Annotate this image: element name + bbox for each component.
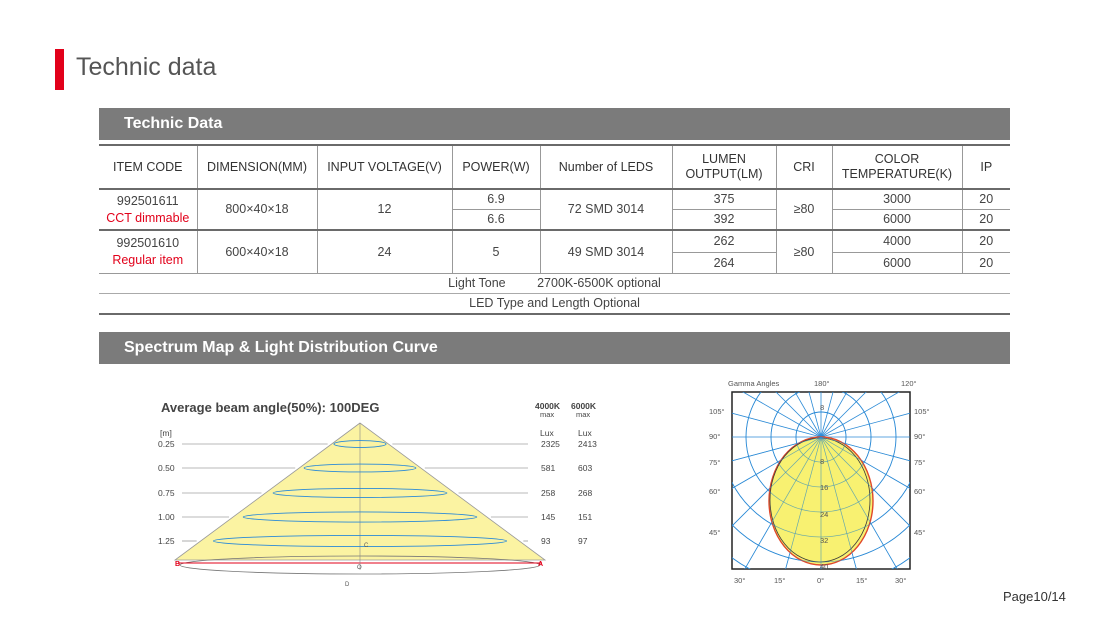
- item-code-cell: 992501610 Regular item: [99, 230, 197, 274]
- power-cell: 6.9: [452, 189, 540, 210]
- cct-cell: 4000: [832, 230, 962, 253]
- product-note: CCT dimmable: [106, 210, 190, 225]
- lux-4000k-value: 93: [541, 536, 551, 546]
- cri-cell: ≥80: [776, 230, 832, 274]
- angle-180-label: 180°: [814, 379, 830, 388]
- header-input-voltage: INPUT VOLTAGE(V): [317, 145, 452, 189]
- side-angle-label-left: 90°: [709, 432, 721, 441]
- side-angle-label-right: 105°: [914, 407, 930, 416]
- lux-6000k-value: 603: [578, 463, 593, 473]
- col-unit-4000k: Lux: [540, 428, 554, 438]
- led-type-row: [99, 294, 1010, 315]
- leds-cell: 72 SMD 3014: [540, 189, 672, 230]
- ip-cell: 20: [962, 189, 1010, 210]
- lux-6000k-value: 268: [578, 488, 593, 498]
- ip-cell: 20: [962, 253, 1010, 274]
- voltage-cell: 24: [317, 230, 452, 274]
- point-a-label: A: [538, 561, 544, 568]
- lumen-cell: 264: [672, 253, 776, 274]
- product-note: Regular item: [112, 253, 184, 267]
- radial-scale-label: 8: [820, 403, 825, 412]
- light-distribution-polar-diagram: [690, 375, 950, 590]
- col-unit-6000k: Lux: [578, 428, 592, 438]
- point-d-label: D: [345, 582, 350, 588]
- distance-label: 0.50: [158, 463, 175, 473]
- side-angle-label-right: 45°: [914, 528, 926, 537]
- light-tone-label: Light Tone: [448, 276, 506, 290]
- beam-angle-title: Average beam angle(50%): 100DEG: [161, 400, 380, 415]
- header-cri: CRI: [776, 145, 832, 189]
- power-cell: 5: [452, 230, 540, 274]
- bottom-angle-label: 30°: [895, 576, 907, 585]
- side-angle-label-left: 45°: [709, 528, 721, 537]
- table-header-row: [99, 145, 1010, 189]
- lux-4000k-value: 258: [541, 488, 556, 498]
- unit-label: [m]: [160, 428, 172, 438]
- distance-label: 1.25: [158, 536, 175, 546]
- bottom-angle-label: 15°: [774, 576, 786, 585]
- point-o-label: O: [357, 565, 362, 571]
- lux-6000k-value: 2413: [578, 439, 597, 449]
- radial-scale-label: 16: [820, 483, 829, 492]
- lux-4000k-value: 2325: [541, 439, 560, 449]
- header-power: POWER(W): [452, 145, 540, 189]
- distance-label: 1.00: [158, 512, 175, 522]
- header-color-temp: COLOR TEMPERATURE(K): [832, 145, 962, 189]
- dimension-cell: 600×40×18: [197, 230, 317, 274]
- col-header-4000k: 4000K: [535, 401, 561, 411]
- voltage-cell: 12: [317, 189, 452, 230]
- radial-scale-label: 8: [820, 457, 825, 466]
- header-item-code: ITEM CODE: [99, 145, 197, 189]
- side-angle-label-left: 75°: [709, 458, 721, 467]
- ip-cell: 20: [962, 230, 1010, 253]
- side-angle-label-left: 60°: [709, 487, 721, 496]
- light-tone-row: [99, 274, 1010, 294]
- page-title: Technic data: [76, 53, 217, 81]
- lumen-cell: 392: [672, 210, 776, 231]
- page-number: Page10/14: [1003, 589, 1066, 604]
- lumen-cell: 375: [672, 189, 776, 210]
- lumen-cell: 262: [672, 230, 776, 253]
- cct-cell: 6000: [832, 210, 962, 231]
- section-header-spectrum: Spectrum Map & Light Distribution Curve: [99, 332, 1010, 364]
- lux-4000k-value: 145: [541, 512, 556, 522]
- point-c-label: C: [364, 543, 369, 549]
- col-sub-6000k: max: [576, 410, 591, 419]
- header-ip: IP: [962, 145, 1010, 189]
- radial-scale-label: 40: [820, 562, 829, 571]
- lux-6000k-value: 151: [578, 512, 593, 522]
- cone-shape: [175, 423, 545, 574]
- side-angle-label-left: 105°: [709, 407, 725, 416]
- gamma-angles-label: Gamma Angles: [728, 379, 780, 388]
- dimension-cell: 800×40×18: [197, 189, 317, 230]
- side-angle-label-right: 75°: [914, 458, 926, 467]
- distance-label: 0.75: [158, 488, 175, 498]
- table-row: [99, 230, 1010, 253]
- cct-cell: 6000: [832, 253, 962, 274]
- item-code-cell: 992501611 CCT dimmable: [99, 189, 197, 230]
- angle-120-label: 120°: [901, 379, 917, 388]
- radial-scale-label: 32: [820, 536, 829, 545]
- bottom-angle-label: 0°: [817, 576, 825, 585]
- power-cell: 6.6: [452, 210, 540, 231]
- col-sub-4000k: max: [540, 410, 555, 419]
- table-row: [99, 189, 1010, 210]
- leds-cell: 49 SMD 3014: [540, 230, 672, 274]
- radial-scale-label: 24: [820, 510, 829, 519]
- title-accent-bar: [55, 49, 64, 90]
- header-lumen: LUMEN OUTPUT(LM): [672, 145, 776, 189]
- led-type-note: LED Type and Length Optional: [99, 294, 1010, 315]
- bottom-angle-label: 30°: [734, 576, 746, 585]
- distance-label: 0.25: [158, 439, 175, 449]
- beam-cone-diagram: [150, 395, 610, 590]
- lux-6000k-value: 97: [578, 536, 588, 546]
- light-tone-value: 2700K-6500K optional: [537, 276, 661, 290]
- ip-cell: 20: [962, 210, 1010, 231]
- cri-cell: ≥80: [776, 189, 832, 230]
- side-angle-label-right: 60°: [914, 487, 926, 496]
- cct-cell: 3000: [832, 189, 962, 210]
- lux-4000k-value: 581: [541, 463, 556, 473]
- point-b-label: B: [175, 561, 181, 568]
- bottom-angle-label: 15°: [856, 576, 868, 585]
- section-header-technic-data: Technic Data: [99, 108, 1010, 140]
- col-header-6000k: 6000K: [571, 401, 597, 411]
- side-angle-label-right: 90°: [914, 432, 926, 441]
- technic-data-table: [99, 144, 1010, 315]
- header-leds: Number of LEDS: [540, 145, 672, 189]
- header-dimension: DIMENSION(MM): [197, 145, 317, 189]
